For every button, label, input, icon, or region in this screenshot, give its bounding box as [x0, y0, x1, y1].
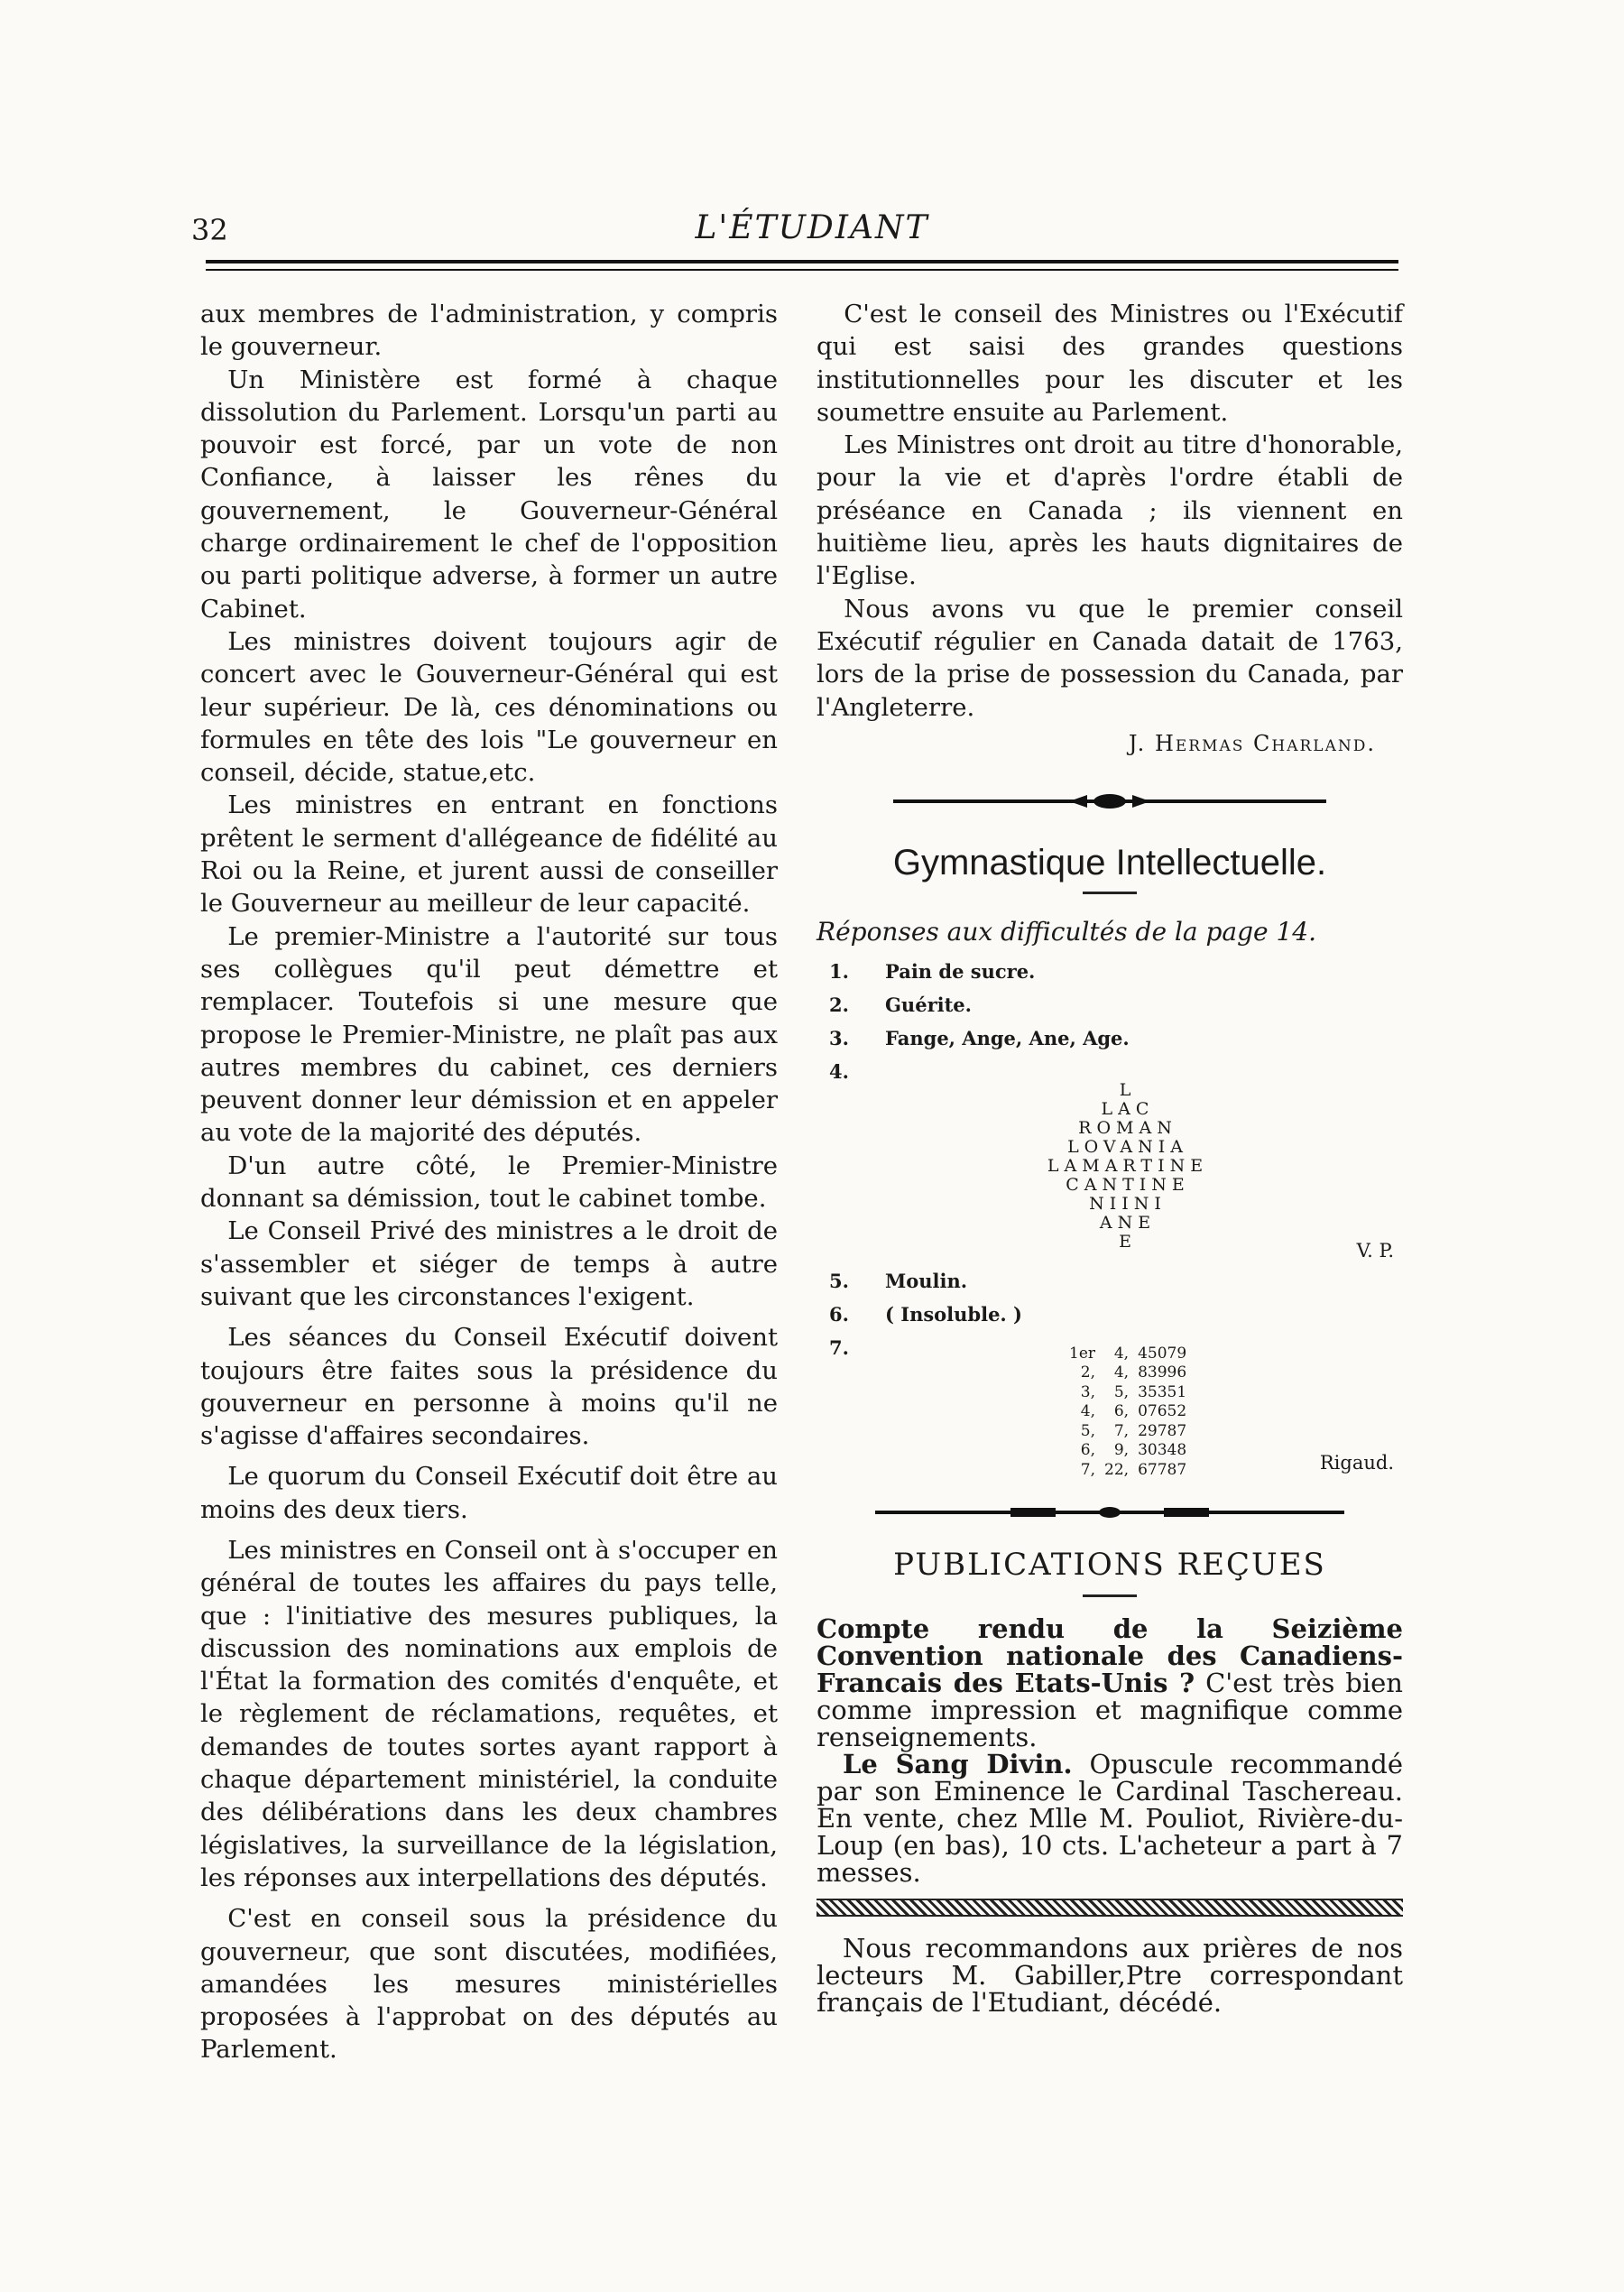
ornament-divider [875, 1503, 1344, 1521]
answer-item [817, 1021, 1403, 1055]
title-rule [1083, 1594, 1137, 1597]
paragraph: Un Ministère est formé à chaque dissolution du Parlement. Lorsqu'un parti au pouvoir est forcé, par un vote de non Confiance, à laisser les rênes du gouvernement, le Gouverneur-Général charge ordinairement le chef de l'opposition ou parti politique adverse, à former un autre Cabinet. [200, 365, 778, 624]
cross-line: CANTINE [1066, 1174, 1190, 1195]
table-cell: 29787 [1138, 1421, 1187, 1440]
table-cell: 4, [1113, 1363, 1130, 1382]
table-row [1069, 1402, 1195, 1422]
hatched-divider [817, 1899, 1403, 1917]
cross-author: V. P. [1356, 1239, 1394, 1262]
cross-line: LAC [1101, 1098, 1155, 1119]
table-cell: 1er [1069, 1344, 1096, 1363]
paragraph: Les ministres en Conseil ont à s'occuper en général de toutes les affaires du pays telle, que : l'initiative des mesures publiques, la discussion des nominations aux emplois de l'État la formation des comités d'enquête, et le règlement de réclamations, requêtes, et demandes de toutes sortes ayant rapport à chaque département ministériel, la conduite des délibérations dans les deux chambres législatives, la surveillance de la législation, les réponses aux interpellations des députés. [200, 1535, 778, 1892]
table-row [1069, 1461, 1195, 1481]
answer-item [817, 1298, 1403, 1331]
table-cell: 22, [1104, 1460, 1130, 1479]
paragraph: Le quorum du Conseil Exécutif doit être au moins des deux tiers. [200, 1462, 778, 1524]
table-row [1069, 1383, 1195, 1403]
answer-number: 2. [829, 993, 849, 1016]
paragraph: Les Ministres ont droit au titre d'honorable, pour la vie et d'après l'ordre établi de préséance en Canada ; ils viennent en huitième lieu, après les hauts dignitaires de l'Eglise. [817, 430, 1403, 591]
answer-item [817, 1264, 1403, 1298]
publication-note: C'est très bien comme impression et magnifique comme renseignements. [817, 1667, 1403, 1752]
publications-title: PUBLICATIONS REÇUES [893, 1547, 1326, 1584]
table-cell: 5, [1113, 1382, 1130, 1401]
answer-number: 3. [829, 1026, 849, 1049]
paragraph: aux membres de l'administration, y compris le gouverneur. [200, 300, 778, 362]
answer-text: Moulin. [885, 1269, 968, 1292]
paragraph: Les ministres en entrant en fonctions prêtent le serment d'allégeance de fidélité au Roi ou la Reine, et jurent aussi de conseiller le Gouverneur au meilleur de leur capacité. [200, 790, 778, 919]
table-cell: 3, [1080, 1382, 1096, 1401]
cross-line: NIINI [1089, 1193, 1167, 1214]
word-cross [817, 1081, 1403, 1252]
answer-text: Fange, Ange, Ane, Age. [885, 1026, 1130, 1049]
answer-number: 7. [829, 1335, 849, 1359]
table-row [1069, 1441, 1195, 1461]
answer-number: 4. [829, 1059, 849, 1083]
page-number: 32 [191, 213, 228, 247]
paragraph: Le Conseil Privé des ministres a le droit de s'assembler et siéger de temps à autre suivant que les circonstances l'exigent. [200, 1216, 778, 1311]
table-cell: 35351 [1138, 1382, 1187, 1401]
right-column [817, 298, 1403, 2016]
paragraph: D'un autre côté, le Premier-Ministre donnant sa démission, tout le cabinet tombe. [200, 1151, 778, 1214]
cross-line: ROMAN [1078, 1117, 1177, 1138]
publication-title: Compte rendu de la Seizième Convention nationale des Canadiens-Francais des Etats-Unis ? [817, 1613, 1403, 1698]
table-cell: 4, [1080, 1402, 1096, 1421]
paragraph: Les séances du Conseil Exécutif doivent toujours être faites sous la présidence du gouverneur en personne à moins qu'il ne s'agisse d'affaires secondaires. [200, 1323, 778, 1451]
caption: Réponses aux difficultés de la page 14. [817, 917, 1317, 947]
table-cell: 7, [1113, 1421, 1130, 1440]
table-row [1069, 1345, 1195, 1364]
answer-number: 6. [829, 1302, 849, 1326]
left-column [200, 298, 778, 2066]
answer-number: 5. [829, 1269, 849, 1292]
publication-item [817, 1748, 1404, 1888]
title-rule [1083, 892, 1137, 894]
table-cell: 07652 [1138, 1402, 1187, 1421]
publication-title: Le Sang Divin. [843, 1748, 1073, 1779]
header-rule [206, 260, 1398, 263]
answer-item [817, 955, 1403, 988]
table-row [1069, 1422, 1195, 1442]
table-cell: 6, [1113, 1402, 1130, 1421]
table-cell: 5, [1080, 1421, 1096, 1440]
paragraph: Les ministres doivent toujours agir de concert avec le Gouverneur-Général qui est leur supérieur. De là, ces dénominations ou formules en tête des lois "Le gouverneur en conseil, décide, statue,etc. [200, 626, 778, 788]
header-rule-thin [206, 269, 1398, 271]
table-cell: 4, [1113, 1344, 1130, 1363]
number-table [1069, 1345, 1195, 1481]
answer-text: ( Insoluble. ) [885, 1302, 1022, 1326]
table-cell: 30348 [1138, 1441, 1187, 1460]
cross-line: E [1119, 1231, 1137, 1252]
publication-note: Opuscule recommandé par son Eminence le Cardinal Taschereau. En vente, chez Mlle M. Pouliot, Rivière-du-Loup (en bas), 10 cts. L'acheteur a part à 7 messes. [817, 1748, 1404, 1888]
table-cell: 45079 [1138, 1344, 1187, 1363]
paragraph: C'est en conseil sous la présidence du gouverneur, que sont discutées, modifiées, amandées les mesures ministérielles proposées à l'approbat on des députés au Parlement. [200, 1904, 778, 2065]
table-cell: 2, [1080, 1363, 1096, 1382]
cross-line: LOVANIA [1067, 1136, 1188, 1157]
table-author: Rigaud. [1319, 1452, 1394, 1474]
answer-text: Pain de sucre. [885, 959, 1036, 983]
answer-number: 1. [829, 959, 849, 983]
running-title: L'ÉTUDIANT [695, 209, 929, 246]
table-cell: 9, [1113, 1441, 1130, 1460]
answer-item [817, 988, 1403, 1021]
answer-text: Guérite. [885, 993, 972, 1016]
cross-line: ANE [1099, 1212, 1157, 1233]
table-cell: 83996 [1138, 1363, 1187, 1382]
table-cell: 7, [1080, 1460, 1096, 1479]
paragraph: C'est le conseil des Ministres ou l'Exécutif qui est saisi des grandes questions institutionnelles pour les discuter et les soumettre ensuite au Parlement. [817, 300, 1403, 427]
cross-line: L [1119, 1079, 1137, 1100]
table-cell: 67787 [1138, 1460, 1187, 1479]
section-title: Gymnastique Intellectuelle. [892, 843, 1327, 883]
author-signature: J. Hermas Charland. [1128, 730, 1376, 756]
cross-line: LAMARTINE [1047, 1155, 1209, 1176]
closing-note: Nous recommandons aux prières de nos lecteurs M. Gabiller,Ptre correspondant français de l'Etudiant, décédé. [817, 1932, 1403, 2018]
publication-item [817, 1615, 1403, 1751]
ornament-divider [893, 790, 1326, 812]
paragraph: Nous avons vu que le premier conseil Exécutif régulier en Canada datait de 1763, lors de la prise de possession du Canada, par l'Angleterre. [817, 594, 1403, 722]
paragraph: Le premier-Ministre a l'autorité sur tous ses collègues qu'il peut démettre et remplacer. Toutefois si une mesure que propose le Premier-Ministre, ne plaît pas aux autres membres du cabinet, ces derniers peuvent donner leur démission et en appeler au vote de la majorité des députés. [200, 921, 778, 1148]
table-cell: 6, [1080, 1441, 1096, 1460]
table-row [1069, 1363, 1195, 1383]
answers-list [817, 955, 1403, 1481]
